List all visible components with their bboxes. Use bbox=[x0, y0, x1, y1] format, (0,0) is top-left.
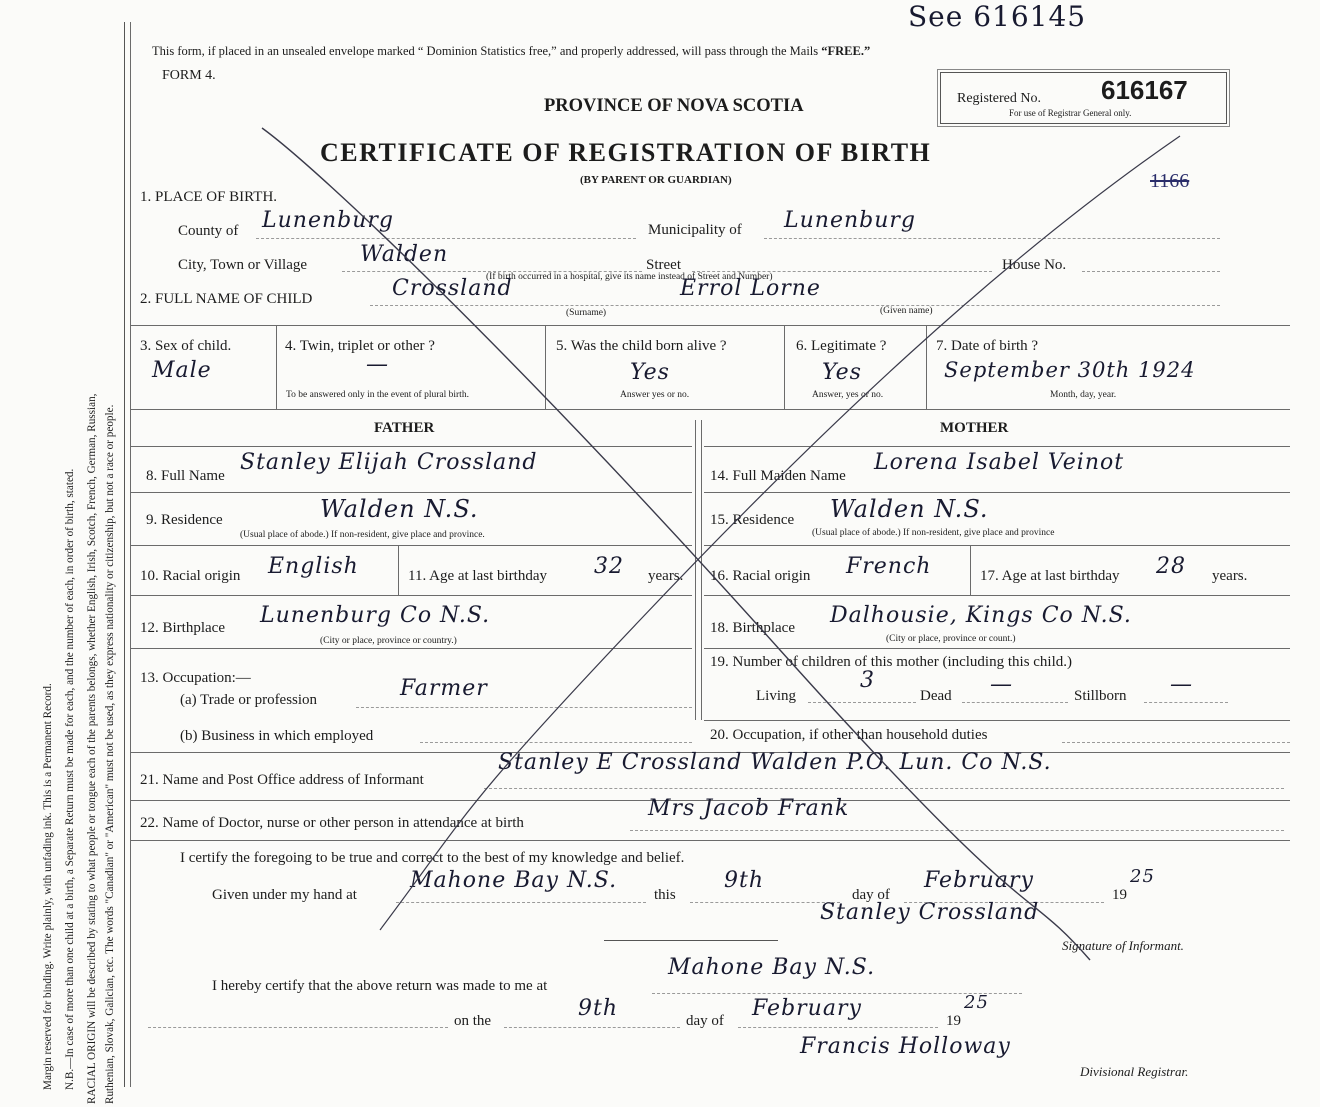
father-years-label: years. bbox=[648, 568, 684, 584]
given-under-hand-label: Given under my hand at bbox=[212, 887, 357, 903]
father-residence-value: Walden N.S. bbox=[320, 495, 479, 523]
registrar-signature: Francis Holloway bbox=[800, 1034, 1011, 1059]
certify-year-prefix: 19 bbox=[1112, 887, 1127, 903]
registrar-day-of-label: day of bbox=[686, 1013, 724, 1029]
certify-year-value: 25 bbox=[1130, 866, 1155, 887]
mother-abode-note: (Usual place of abode.) If non-resident, give place and province bbox=[812, 528, 1055, 538]
father-racial-value: English bbox=[268, 554, 359, 579]
dead-label: Dead bbox=[920, 688, 952, 704]
father-heading: FATHER bbox=[374, 420, 435, 436]
mother-birthplace-value: Dalhousie, Kings Co N.S. bbox=[830, 603, 1132, 628]
father-business-label: (b) Business in which employed bbox=[180, 728, 374, 744]
doctor-value: Mrs Jacob Frank bbox=[648, 796, 850, 821]
mother-occupation-label: 20. Occupation, if other than household duties bbox=[710, 727, 988, 743]
place-of-birth-heading: 1. PLACE OF BIRTH. bbox=[140, 189, 278, 205]
margin-binding-note: Margin reserved for binding. Write plainly, with unfading ink. This is a Permanent Record. bbox=[42, 683, 54, 1090]
mother-birthplace-note: (City or place, province or count.) bbox=[886, 634, 1016, 644]
father-abode-note: (Usual place of abode.) If non-resident, give place and province. bbox=[240, 530, 485, 540]
date-of-birth-label: 7. Date of birth ? bbox=[936, 338, 1039, 354]
father-name-value: Stanley Elijah Crossland bbox=[240, 450, 538, 475]
form-left-border-inner bbox=[130, 22, 131, 1087]
father-birthplace-value: Lunenburg Co N.S. bbox=[260, 603, 491, 628]
registrar-year-prefix: 19 bbox=[946, 1013, 961, 1029]
margin-racial-note-2: Ruthenian, Slovak, Galician, etc. The words "Canadian" or "American" must not be used, as they express nationality or citizenship, but not a race or people. bbox=[104, 404, 116, 1104]
child-surname: Crossland bbox=[392, 276, 513, 301]
mother-racial-value: French bbox=[846, 554, 932, 579]
father-birthplace-note: (City or place, province or country.) bbox=[320, 636, 457, 646]
date-of-birth-note: Month, day, year. bbox=[1050, 390, 1117, 400]
city-value: Walden bbox=[360, 242, 449, 267]
sex-label: 3. Sex of child. bbox=[140, 338, 232, 354]
certify-day-value: 9th bbox=[724, 868, 765, 893]
dead-value: — bbox=[990, 672, 1013, 697]
father-birthplace-label: 12. Birthplace bbox=[140, 620, 225, 636]
born-alive-value: Yes bbox=[630, 360, 670, 385]
county-label: County of bbox=[178, 223, 239, 239]
registration-box bbox=[940, 72, 1227, 124]
father-trade-value: Farmer bbox=[400, 676, 488, 701]
mother-residence-value: Walden N.S. bbox=[830, 495, 989, 523]
form-number: FORM 4. bbox=[162, 68, 216, 83]
registrar-on-label: on the bbox=[454, 1013, 492, 1029]
father-age-value: 32 bbox=[594, 554, 624, 579]
living-value: 3 bbox=[860, 668, 875, 693]
legitimate-label: 6. Legitimate ? bbox=[796, 338, 887, 354]
born-alive-note: Answer yes or no. bbox=[620, 390, 690, 400]
mother-children-label: 19. Number of children of this mother (including this child.) bbox=[710, 654, 1073, 670]
form-left-border bbox=[124, 22, 125, 1087]
certify-statement: I certify the foregoing to be true and correct to the best of my knowledge and belief. bbox=[180, 850, 685, 866]
mother-age-label: 17. Age at last birthday bbox=[980, 568, 1120, 584]
margin-multiple-birth-note: N.B.—In case of more than one child at a birth, a Separate Return must be made for each, and the number of each, in order of birth, stated. bbox=[64, 468, 76, 1090]
informant-signature: Stanley Crossland bbox=[820, 900, 1040, 925]
father-racial-label: 10. Racial origin bbox=[140, 568, 241, 584]
certificate-subtitle: (BY PARENT OR GUARDIAN) bbox=[580, 174, 732, 186]
margin-racial-note-1: RACIAL ORIGIN will be described by stating to what people or tongue each of the parents belongs, whether English, Irish, Scotch, French, German, Russian, bbox=[86, 393, 98, 1104]
city-label: City, Town or Village bbox=[178, 257, 308, 273]
registrar-month-value: February bbox=[752, 996, 862, 1021]
father-name-label: 8. Full Name bbox=[146, 468, 225, 484]
mail-notice-free: “FREE.” bbox=[821, 44, 871, 58]
registrar-use-note: For use of Registrar General only. bbox=[1009, 108, 1132, 118]
date-of-birth-value: September 30th 1924 bbox=[944, 358, 1196, 382]
registered-label: Registered No. bbox=[957, 91, 1041, 106]
certificate-title: CERTIFICATE OF REGISTRATION OF BIRTH bbox=[320, 138, 932, 167]
mother-name-label: 14. Full Maiden Name bbox=[710, 468, 846, 484]
legitimate-note: Answer, yes or no. bbox=[812, 390, 884, 400]
mother-birthplace-label: 18. Birthplace bbox=[710, 620, 795, 636]
hospital-note: (If birth occurred in a hospital, give its name instead of Street and Number) bbox=[486, 272, 773, 282]
child-given-name: Errol Lorne bbox=[680, 276, 821, 301]
doctor-label: 22. Name of Doctor, nurse or other person in attendance at birth bbox=[140, 815, 524, 831]
see-reference: See 616145 bbox=[908, 0, 1087, 33]
mail-notice bbox=[152, 44, 870, 59]
living-label: Living bbox=[756, 688, 796, 704]
sex-value: Male bbox=[152, 358, 212, 383]
informant-label: 21. Name and Post Office address of Informant bbox=[140, 772, 424, 788]
municipality-value: Lunenburg bbox=[784, 208, 916, 233]
mail-notice-text: This form, if placed in an unsealed envelope marked “ Dominion Statistics free,” and properly addressed, will pass through the Mails bbox=[152, 44, 822, 58]
born-alive-label: 5. Was the child born alive ? bbox=[556, 338, 727, 354]
twin-note: To be answered only in the event of plural birth. bbox=[286, 390, 469, 400]
mother-age-value: 28 bbox=[1156, 554, 1186, 579]
father-occupation-label: 13. Occupation:— bbox=[140, 670, 251, 686]
this-label: this bbox=[654, 887, 676, 903]
stillborn-label: Stillborn bbox=[1074, 688, 1127, 704]
house-number-label: House No. bbox=[1002, 257, 1067, 273]
mother-racial-label: 16. Racial origin bbox=[710, 568, 811, 584]
county-value: Lunenburg bbox=[262, 208, 394, 233]
certify-month-value: February bbox=[924, 868, 1034, 893]
street-label: Street bbox=[646, 257, 681, 273]
father-age-label: 11. Age at last birthday bbox=[408, 568, 547, 584]
twin-value: — bbox=[366, 352, 389, 377]
mother-heading: MOTHER bbox=[940, 420, 1009, 436]
surname-caption: (Surname) bbox=[566, 308, 607, 318]
father-residence-label: 9. Residence bbox=[146, 512, 223, 528]
mother-years-label: years. bbox=[1212, 568, 1248, 584]
mother-residence-label: 15. Residence bbox=[710, 512, 795, 528]
registrar-day-value: 9th bbox=[578, 996, 619, 1021]
stillborn-value: — bbox=[1170, 672, 1193, 697]
father-trade-label: (a) Trade or profession bbox=[180, 692, 318, 708]
informant-value: Stanley E Crossland Walden P.O. Lun. Co N.S. bbox=[498, 750, 1052, 775]
twin-label: 4. Twin, triplet or other ? bbox=[285, 338, 435, 354]
legitimate-value: Yes bbox=[822, 360, 862, 385]
registrar-place-value: Mahone Bay N.S. bbox=[668, 955, 876, 980]
informant-signature-caption: Signature of Informant. bbox=[1062, 938, 1184, 953]
province-heading: PROVINCE OF NOVA SCOTIA bbox=[544, 96, 804, 116]
registrar-statement: I hereby certify that the above return was made to me at bbox=[212, 978, 548, 994]
certify-day-of-label: day of bbox=[852, 887, 890, 903]
municipality-label: Municipality of bbox=[648, 222, 742, 238]
mother-name-value: Lorena Isabel Veinot bbox=[874, 450, 1125, 475]
given-place-value: Mahone Bay N.S. bbox=[410, 868, 618, 893]
cancelled-number: 1166 bbox=[1150, 170, 1190, 192]
child-name-label: 2. FULL NAME OF CHILD bbox=[140, 291, 313, 307]
registered-number: 616167 bbox=[1101, 75, 1188, 105]
registrar-year-value: 25 bbox=[964, 992, 989, 1013]
registrar-caption: Divisional Registrar. bbox=[1080, 1064, 1189, 1079]
given-name-caption: (Given name) bbox=[880, 306, 933, 316]
